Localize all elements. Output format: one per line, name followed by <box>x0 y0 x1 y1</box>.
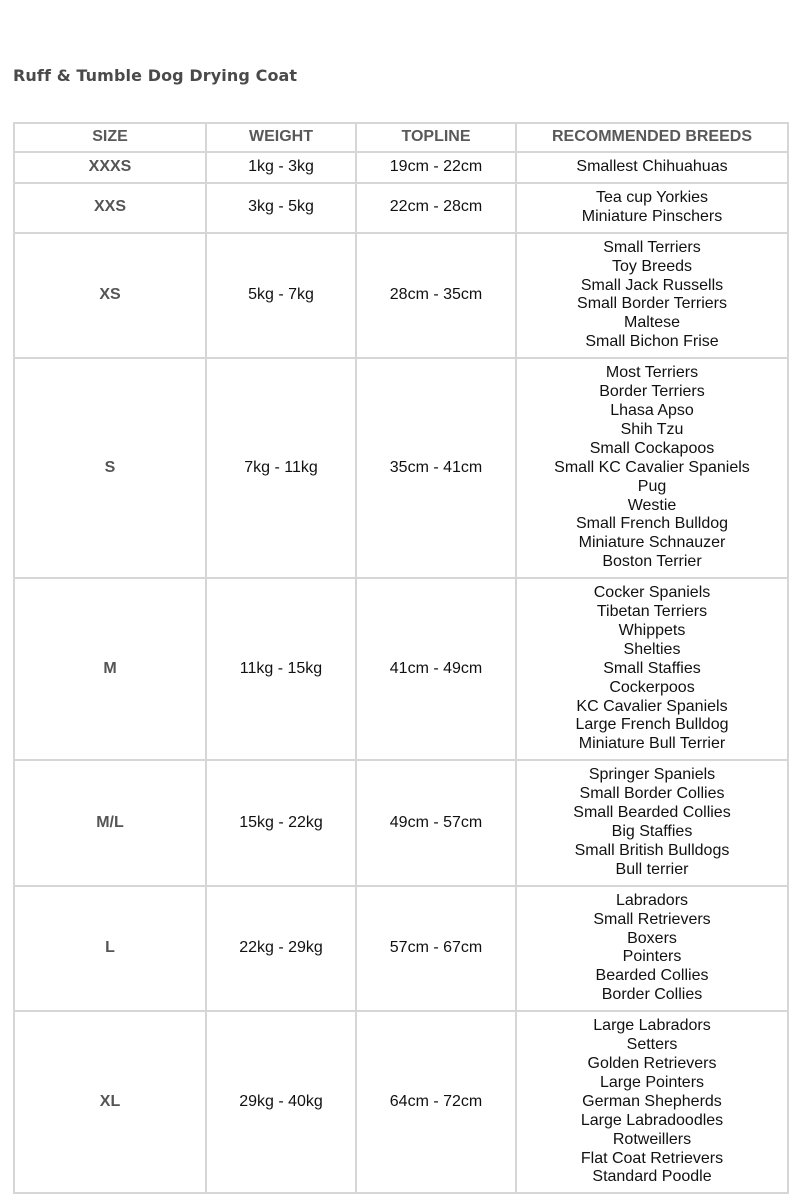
table-header <box>14 123 788 152</box>
breed-name: KC Cavalier Spaniels <box>576 697 728 715</box>
breed-name: Small Bearded Collies <box>573 804 731 822</box>
breed-name: Miniature Bull Terrier <box>578 735 726 753</box>
breed-name: Small British Bulldogs <box>574 841 730 859</box>
breed-name: Border Terriers <box>599 383 705 401</box>
breed-name: Lhasa Apso <box>610 401 694 419</box>
table-row <box>14 233 788 358</box>
breed-name: Large Labradoodles <box>580 1111 724 1129</box>
header-weight: WEIGHT <box>206 123 356 152</box>
breed-name: Small Staffies <box>603 659 701 677</box>
breed-name: Big Staffies <box>611 823 693 840</box>
breed-name: Smallest Chihuahuas <box>576 158 728 175</box>
breed-name: Pointers <box>622 948 682 966</box>
table-row <box>14 760 788 885</box>
breed-name: Small Retrievers <box>593 910 711 928</box>
size-cell: L <box>14 886 206 1011</box>
weight-cell: 22kg - 29kg <box>206 886 356 1011</box>
breed-name: Labradors <box>615 891 689 909</box>
size-cell: M <box>14 578 206 760</box>
breed-name: Large Pointers <box>599 1073 705 1091</box>
breed-name: Small Terriers <box>603 238 701 256</box>
topline-cell: 35cm - 41cm <box>356 358 516 578</box>
topline-cell: 41cm - 49cm <box>356 578 516 760</box>
table-row <box>14 886 788 1011</box>
breed-name: Maltese <box>623 314 681 332</box>
table-row <box>14 152 788 183</box>
topline-cell: 64cm - 72cm <box>356 1011 516 1193</box>
topline-cell: 57cm - 67cm <box>356 886 516 1011</box>
table-body <box>14 152 788 1193</box>
table-row <box>14 183 788 233</box>
size-chart-table <box>13 122 789 1194</box>
breed-name: Small KC Cavalier Spaniels <box>554 458 750 476</box>
topline-cell: 19cm - 22cm <box>356 152 516 183</box>
size-cell: XXS <box>14 183 206 233</box>
breed-name: Miniature Schnauzer <box>578 534 726 552</box>
breed-name: Small Bichon Frise <box>585 333 719 351</box>
header-size: SIZE <box>14 123 206 152</box>
breeds-cell <box>516 233 788 358</box>
breed-name: Flat Coat Retrievers <box>580 1149 724 1167</box>
breed-name: Cocker Spaniels <box>593 584 711 602</box>
weight-cell: 1kg - 3kg <box>206 152 356 183</box>
breed-name: Toy Breeds <box>611 257 693 275</box>
header-topline: TOPLINE <box>356 123 516 152</box>
breed-name: Miniature Pinschers <box>581 207 723 225</box>
breed-name: Cockerpoos <box>609 678 695 696</box>
breed-name: Golden Retrievers <box>587 1054 717 1072</box>
topline-cell: 49cm - 57cm <box>356 760 516 885</box>
weight-cell: 5kg - 7kg <box>206 233 356 358</box>
size-cell: S <box>14 358 206 578</box>
breeds-cell <box>516 1011 788 1193</box>
breeds-cell <box>516 578 788 760</box>
breed-name: Small Jack Russells <box>580 276 724 294</box>
size-cell: XXXS <box>14 152 206 183</box>
breed-name: Bearded Collies <box>595 967 709 985</box>
table-row <box>14 578 788 760</box>
breed-name: Westie <box>627 496 677 514</box>
breeds-cell <box>516 760 788 885</box>
breed-name: Small Cockapoos <box>589 439 715 457</box>
breeds-cell <box>516 358 788 578</box>
breed-name: Small Border Terriers <box>577 295 727 313</box>
topline-cell: 28cm - 35cm <box>356 233 516 358</box>
breed-name: Whippets <box>618 621 686 639</box>
breed-name: Standard Poodle <box>592 1168 712 1186</box>
size-cell: M/L <box>14 760 206 885</box>
breed-name: Small Border Collies <box>579 785 725 803</box>
weight-cell: 15kg - 22kg <box>206 760 356 885</box>
breeds-cell <box>516 183 788 233</box>
breed-name: Setters <box>626 1036 678 1054</box>
breed-name: Bull terrier <box>615 860 689 878</box>
breed-name: Pug <box>637 477 667 495</box>
header-row <box>14 123 788 152</box>
breed-name: Shelties <box>623 640 681 658</box>
weight-cell: 11kg - 15kg <box>206 578 356 760</box>
weight-cell: 3kg - 5kg <box>206 183 356 233</box>
breed-name: Tibetan Terriers <box>596 603 708 621</box>
size-cell: XS <box>14 233 206 358</box>
breed-name: Small French Bulldog <box>575 515 729 533</box>
table-row <box>14 358 788 578</box>
page-title: Ruff & Tumble Dog Drying Coat <box>13 66 298 85</box>
breed-name: Boxers <box>627 929 677 947</box>
breed-name: Boston Terrier <box>602 553 702 571</box>
breed-name: Large French Bulldog <box>575 716 729 734</box>
size-cell: XL <box>14 1011 206 1193</box>
breeds-cell <box>516 152 788 183</box>
topline-cell: 22cm - 28cm <box>356 183 516 233</box>
breeds-cell <box>516 886 788 1011</box>
header-recommended-breeds: RECOMMENDED BREEDS <box>516 123 788 152</box>
breed-name: Shih Tzu <box>620 420 684 438</box>
breed-name: Most Terriers <box>605 364 699 382</box>
breed-name: Rotweillers <box>612 1130 692 1148</box>
breed-name: German Shepherds <box>582 1092 722 1110</box>
breed-name: Large Labradors <box>593 1017 711 1035</box>
weight-cell: 7kg - 11kg <box>206 358 356 578</box>
breed-name: Springer Spaniels <box>588 766 716 784</box>
breed-name: Tea cup Yorkies <box>595 188 709 206</box>
weight-cell: 29kg - 40kg <box>206 1011 356 1193</box>
breed-name: Border Collies <box>601 986 703 1004</box>
table-row <box>14 1011 788 1193</box>
